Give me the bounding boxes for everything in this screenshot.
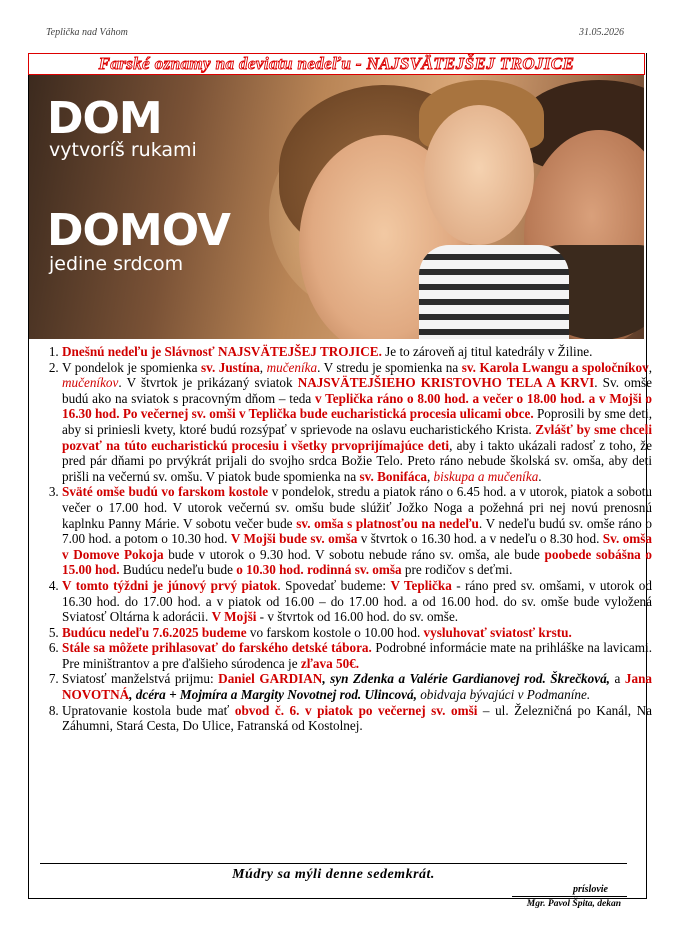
announcement-text: mučeníka bbox=[266, 359, 318, 375]
announcement-text: poobede sobášna o 15.00 hod. bbox=[62, 546, 652, 578]
announcement-text: v štvrtok o 16.30 hod. a v nedeľu o 8.30 hod. bbox=[357, 531, 603, 547]
announcement-item bbox=[62, 578, 652, 625]
announcement-text: o 10.30 hod. rodinná sv. omša bbox=[236, 562, 402, 578]
announcement-text: , bbox=[648, 359, 652, 375]
announcement-item bbox=[62, 484, 652, 578]
announcement-text: . V nedeľu budú sv. omše ráno o 7.00 hod. a potom o 10.30 hod. bbox=[62, 515, 653, 547]
announcement-item bbox=[62, 344, 652, 360]
announcement-item bbox=[62, 360, 652, 485]
banner-heading-domov: DOMOV bbox=[47, 205, 230, 256]
banner-image bbox=[29, 75, 644, 339]
quote: Múdry sa mýli denne sedemkrát. bbox=[232, 867, 435, 882]
page-title: Farské oznamy na deviatu nedeľu - NAJSVÄTEJŠEJ TROJICE bbox=[28, 53, 645, 75]
announcement-text: V Mojši bbox=[211, 609, 257, 625]
announcement-text: V Teplička bbox=[390, 577, 452, 593]
announcement-text: - v štvrtok od 16.00 hod. do sv. omše. bbox=[256, 609, 459, 625]
announcement-text: obvod č. 6. v piatok po večernej sv. omši bbox=[234, 702, 478, 718]
announcement-text: sv. Justína bbox=[200, 359, 260, 375]
announcement-text: sv. omša s platnosťou na nedeľu bbox=[296, 515, 479, 531]
announcement-text: Dnešnú nedeľu je Slávnosť NAJSVÄTEJŠEJ TROJICE. bbox=[62, 344, 382, 359]
announcement-text: . Sv. omše budú ako na sviatok s pracovným dňom – teda bbox=[62, 375, 652, 406]
announcement-text: sv. Bonifáca bbox=[359, 468, 427, 484]
announcement-text: Je to zároveň aj titul katedrály v Žiline. bbox=[381, 344, 593, 359]
announcement-text: Poprosili by sme deti, aby si priniesli kvety, ktoré budú rozsýpať v sprievode na oslavu eucharistického Krista. bbox=[62, 406, 653, 437]
banner-subtitle-2: jedine srdcom bbox=[49, 253, 184, 275]
announcement-text: . bbox=[538, 468, 542, 484]
banner-subtitle-1: vytvoríš rukami bbox=[49, 139, 197, 161]
announcement-text: Daniel GARDIAN bbox=[218, 671, 323, 687]
proverb-label: príslovie bbox=[573, 884, 608, 895]
announcement-text: . Spovedať budeme: bbox=[277, 577, 391, 593]
announcement-text: vo farskom kostole o 10.00 hod. bbox=[246, 624, 424, 640]
divider bbox=[40, 863, 627, 864]
announcement-text: - ráno pred sv. omšami, v utorok od 16.30 hod. do 17.00 hod. a v piatok od 16.00 – do 17.00 hod. a od 16.00 hod. do sv. omše bude vyložená Sviatosť Oltárna k adorácii. bbox=[62, 577, 652, 625]
announcement-item bbox=[62, 640, 652, 671]
banner-face-child bbox=[424, 105, 534, 245]
banner-child-shirt bbox=[419, 245, 569, 339]
announcement-text: Budúcu nedeľu 7.6.2025 budeme bbox=[62, 624, 247, 640]
announcement-text: mučeníkov bbox=[62, 375, 119, 391]
announcement-text: obidvaja bývajúci v Podmaníne. bbox=[416, 687, 591, 703]
announcement-list bbox=[38, 344, 652, 734]
announcement-text: sv. Karola Lwangu a spoločníkov bbox=[461, 359, 649, 375]
announcement-text: , bbox=[426, 468, 434, 484]
signature: Mgr. Pavol Špita, dekan bbox=[526, 899, 621, 909]
announcement-text: v pondelok, stredu a piatok ráno o 6.45 hod. a v utorok, piatok a sobotu večer o 17.00 hod. V utorok večernú sv. omšu bude slúžiť Jožko Noga a požehná pri nej novú prenosnú kaplnku Panny Márie. V sobotu večer bude bbox=[62, 484, 652, 531]
announcement-text: , syn Zdenka a Valérie Gardianovej rod. Škrečková, bbox=[322, 671, 610, 687]
announcement-text: Upratovanie kostola bude mať bbox=[62, 702, 235, 718]
announcement-item bbox=[62, 625, 652, 641]
announcement-text: NAJSVÄTEJŠIEHO KRISTOVHO TELA A KRVI bbox=[297, 375, 595, 391]
announcement-text: . V štvrtok je prikázaný sviatok bbox=[118, 375, 298, 391]
announcement-item bbox=[62, 703, 652, 734]
announcement-text: Jana NOVOTNÁ bbox=[62, 671, 652, 703]
announcement-text: V pondelok je spomienka bbox=[62, 359, 201, 375]
announcement-text: V Mojši bude sv. omša bbox=[230, 531, 358, 547]
announcement-text: , bbox=[259, 359, 267, 375]
header-date: 31.05.2026 bbox=[579, 27, 624, 38]
banner-heading-dom: DOM bbox=[47, 93, 162, 144]
announcement-text: Sv. omša v Domove Pokoja bbox=[62, 531, 652, 562]
header-place: Teplička nad Váhom bbox=[46, 27, 128, 38]
announcement-text: bude v utorok o 9.30 hod. V sobotu nebude ráno sv. omša, ale bude bbox=[163, 546, 545, 562]
announcement-text: Stále sa môžete prihlasovať do farského detské tábora. bbox=[62, 640, 372, 656]
announcement-text: vysluhovať sviatosť krstu. bbox=[423, 624, 572, 640]
announcement-text: . V stredu je spomienka na bbox=[317, 359, 462, 375]
announcement-text: Sviatosť manželstvá prijmu: bbox=[62, 671, 219, 687]
announcement-text: , dcéra + Mojmíra a Margity Novotnej rod. Ulincová, bbox=[129, 687, 417, 703]
announcement-item bbox=[62, 671, 652, 702]
announcement-text: zľava 50€. bbox=[300, 655, 360, 671]
announcement-text: V tomto týždni je júnový prvý piatok bbox=[62, 577, 278, 593]
announcement-text: – ul. Železničná po Kanál, Na Záhumni, Stará Cesta, Do Ulice, Fatranská od Kostolnej. bbox=[62, 702, 652, 734]
signature-divider bbox=[512, 896, 627, 897]
announcement-text: biskupa a mučeníka bbox=[433, 468, 539, 484]
announcement-text: , aby i takto ukázali radosť z toho, že pred pár dňami po prvýkrát prijali do svojho srdca Božie Telo. Preto ráno nebude školská sv. omša, aby deti prišli na večernú sv. omšu. V piatok bude spomienka na bbox=[62, 437, 653, 484]
announcement-text: a bbox=[609, 671, 625, 687]
announcement-text: Zvlášť by sme chceli pozvať na túto eucharistickú procesiu i všetky prvoprijímajúce deti bbox=[62, 421, 652, 453]
announcement-text: Sväté omše budú vo farskom kostole bbox=[62, 484, 269, 500]
announcement-text: Podrobné informácie mate na prihláške na lavicami. Pre miništrantov a pre ďalšieho súrodenca je bbox=[62, 640, 652, 671]
announcement-text: pre rodičov s deťmi. bbox=[401, 562, 513, 578]
announcement-text: Budúcu nedeľu bude bbox=[119, 562, 237, 578]
announcement-text: v Teplička ráno o 8.00 hod. a večer o 18.00 hod. a v Mojši o 16.30 hod. Po večernej sv. omši v Teplička bude eucharistická procesia ulicami obce. bbox=[62, 390, 652, 422]
